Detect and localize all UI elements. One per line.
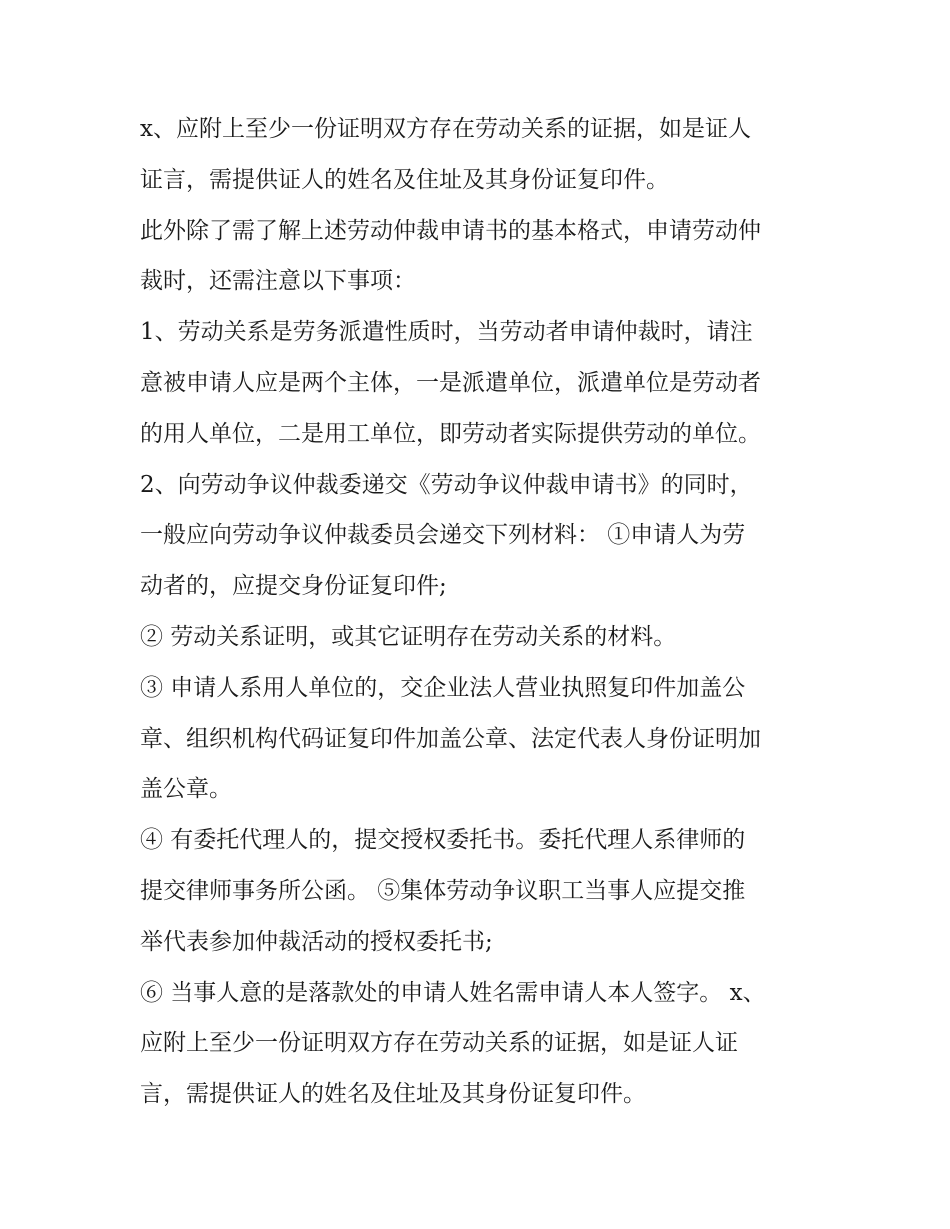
text-line-1: x、应附上至少一份证明双方存在劳动关系的证据，如是证人 xyxy=(140,116,751,142)
text-line-11: ② 劳动关系证明，或其它证明存在劳动关系的材料。 xyxy=(140,623,677,650)
text-line-16: 提交律师事务所公函。 ⑤集体劳动争议职工当事人应提交推 xyxy=(140,877,746,904)
text-line-18: ⑥ 当事人意的是落款处的申请人姓名需申请人本人签字。 x、 xyxy=(140,979,766,1006)
text-line-3: 此外除了需了解上述劳动仲裁申请书的基本格式，申请劳动仲 xyxy=(140,217,761,244)
text-line-17: 举代表参加仲裁活动的授权委托书; xyxy=(140,928,493,955)
text-line-13: 章、组织机构代码证复印件加盖公章、法定代表人身份证明加 xyxy=(140,725,761,752)
text-line-19: 应附上至少一份证明双方存在劳动关系的证据，如是证人证 xyxy=(140,1030,738,1057)
text-line-5: 1、劳动关系是劳务派遣性质时，当劳动者申请仲裁时，请注 xyxy=(140,319,753,346)
text-line-15: ④ 有委托代理人的，提交授权委托书。委托代理人系律师的 xyxy=(140,827,746,854)
text-line-12: ③ 申请人系用人单位的，交企业法人营业执照复印件加盖公 xyxy=(140,674,746,701)
document-body xyxy=(140,104,820,1120)
text-line-6: 意被申请人应是两个主体，一是派遣单位，派遣单位是劳动者 xyxy=(140,369,761,396)
text-line-7: 的用人单位，二是用工单位，即劳动者实际提供劳动的单位。 xyxy=(140,420,761,447)
text-line-9: 一般应向劳动争议仲裁委员会递交下列材料： ①申请人为劳 xyxy=(140,522,746,549)
text-line-20: 言，需提供证人的姓名及住址及其身份证复印件。 xyxy=(140,1081,646,1108)
text-line-4: 裁时，还需注意以下事项： xyxy=(140,268,416,295)
text-line-2: 证言，需提供证人的姓名及住址及其身份证复印件。 xyxy=(140,166,669,193)
text-line-10: 动者的，应提交身份证复印件; xyxy=(140,573,447,600)
text-line-8: 2、向劳动争议仲裁委递交《劳动争议仲裁申请书》的同时， xyxy=(140,471,753,498)
text-line-14: 盖公章。 xyxy=(140,776,232,803)
